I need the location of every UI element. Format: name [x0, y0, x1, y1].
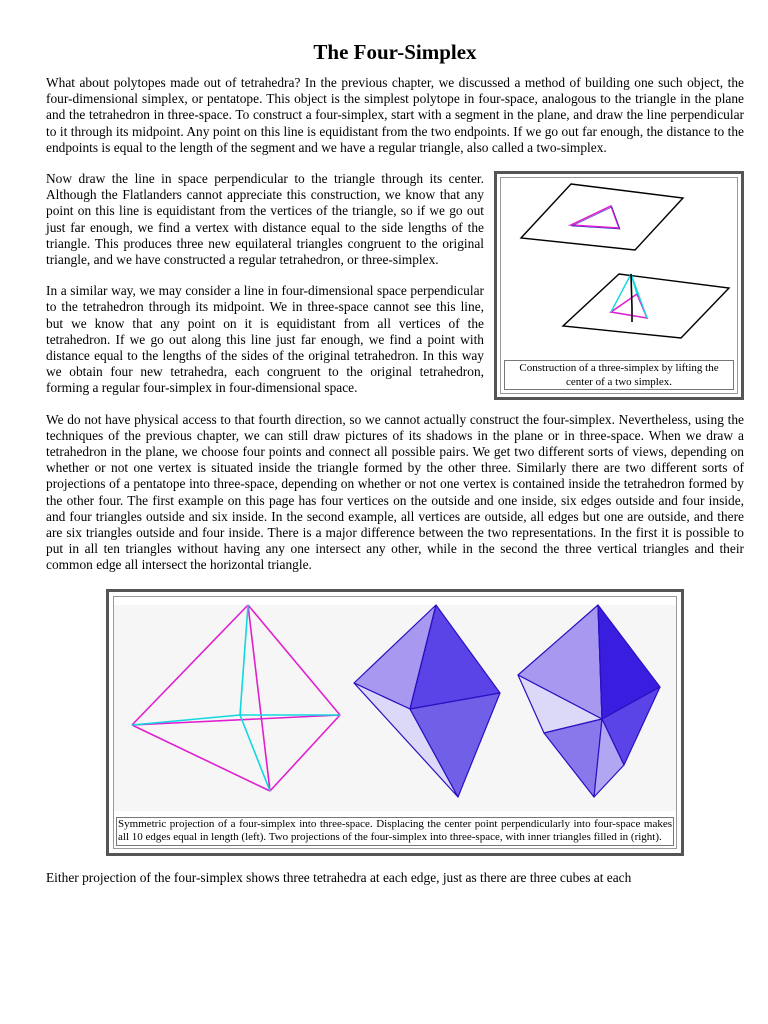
figure-caption: Symmetric projection of a four-simplex into three-space. Displacing the center point perpendicularly into four-space makes all 10 edges equal in length (left). Two projections of the four-simplex into three-space, with inner triangles filled in (right). — [116, 817, 674, 846]
figure-three-simplex-construction — [494, 171, 744, 400]
paragraph-intro: What about polytopes made out of tetrahedra? In the previous chapter, we discussed a method of building one such object, the four-dimensional simplex, or pentatope. This object is the simplest polytope in four-space, analogous to the triangle in the plane and the tetrahedron in three-space. To construct a four-simplex, start with a segment in the plane, and draw the line perpendicular to it through its midpoint. Any point on this line is equidistant from the two endpoints. If we go out far enough, the distance to the endpoints is equal to the length of the segment and we have a regular triangle, also called a two-simplex. — [46, 75, 744, 155]
paragraph-projections: We do not have physical access to that fourth direction, so we cannot actually construct the four-simplex. Nevertheless, using the techniques of the previous chapter, we can still draw pictures of its shadows in the plane or in three-space. When we draw a tetrahedron in the plane, we choose four points and connect all possible pairs. We get two different sorts of views, depending on whether or not one vertex is situated inside the triangle formed by the other three. Similarly there are two different sorts of projections of a pentatope into three-space, depending on whether or not one vertex is contained inside the tetrahedron formed by the other four. The first example on this page has four vertices on the outside and one inside, six edges outside and four inside, and four triangles outside and six inside. In the second example, all vertices are outside, all edges but one are outside, and there are six triangles outside and four inside. There is a major difference between the two representations. In the first it is possible to put in all ten triangles without having any one intersect any other, while in the second the three vertical triangles and their common edge all intersect the horizontal triangle. — [46, 411, 744, 573]
page-title: The Four-Simplex — [313, 40, 477, 64]
figure-four-simplex-projections — [106, 589, 684, 856]
three-simplex-construction-image — [501, 178, 737, 358]
four-simplex-projections-image — [114, 597, 676, 815]
paragraph-four-simplex: In a similar way, we may consider a line in four-dimensional space perpendicular to the tetrahedron through its midpoint. We in three-space cannot see this line, but we know that any point on it is equidistant from all vertices of the tetrahedron. If we go out along this line just far enough, we find a point with distance equal to the lengths of the sides of the original tetrahedron. In this way we obtain four new tetrahedra, each congruent to the original tetrahedron, forming a regular four-simplex in four-dimensional space. — [46, 283, 484, 396]
paragraph-tetrahedra-at-edge: Either projection of the four-simplex shows three tetrahedra at each edge, just as there are three cubes at each — [46, 869, 632, 885]
figure-caption: Construction of a three-simplex by lifting the center of a two simplex. — [504, 360, 734, 390]
paragraph-tetrahedron: Now draw the line in space perpendicular to the triangle through its center. Although the Flatlanders cannot appreciate this construction, we know that any point on this line is equidistant from the vertices of the triangle, so if we go out just far enough, we find a vertex with distance equal to the side lengths of the triangle. This produces three new equilateral triangles congruent to the original triangle, and we have constructed a regular tetrahedron, or three-simplex. — [46, 171, 484, 268]
page-content — [46, 40, 744, 901]
